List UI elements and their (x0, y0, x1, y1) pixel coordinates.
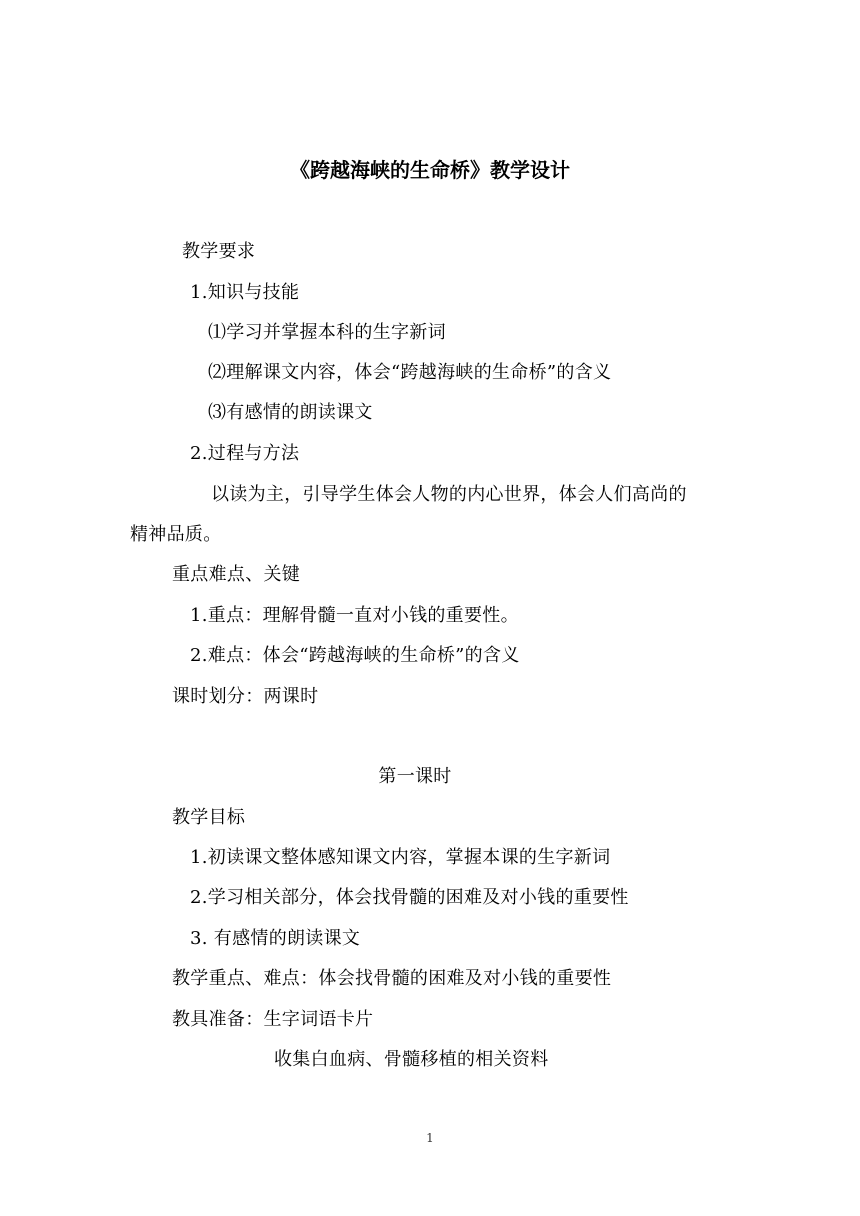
lesson-1-goal-2: 2.学习相关部分，体会找骨髓的困难及对小钱的重要性 (190, 887, 629, 908)
requirements-item-2: 2.过程与方法 (190, 443, 300, 464)
page-number: 1 (426, 1131, 434, 1145)
requirements-item-2-paragraph-line-2: 精神品质。 (130, 524, 222, 545)
requirements-heading: 教学要求 (182, 241, 256, 262)
lesson-1-goal-1: 1.初读课文整体感知课文内容，掌握本课的生字新词 (190, 847, 611, 868)
keypoints-heading: 重点难点、关键 (172, 564, 301, 585)
lesson-1-focus: 教学重点、难点：体会找骨髓的困难及对小钱的重要性 (172, 968, 612, 989)
lesson-1-tools-line-2: 收集白血病、骨髓移植的相关资料 (274, 1049, 549, 1070)
requirements-item-1-sub-1: ⑴学习并掌握本科的生字新词 (208, 322, 446, 343)
lesson-1-goal-3: 3. 有感情的朗读课文 (190, 928, 361, 949)
schedule-line: 课时划分：两课时 (172, 686, 319, 707)
lesson-1-goals-heading: 教学目标 (172, 807, 246, 828)
lesson-1-tools-line-1: 教具准备：生字词语卡片 (172, 1009, 374, 1030)
requirements-item-1: 1.知识与技能 (190, 282, 300, 303)
keypoints-item-1: 1.重点：理解骨髓一直对小钱的重要性。 (190, 605, 519, 626)
document-title: 《跨越海峡的生命桥》教学设计 (290, 158, 570, 182)
requirements-item-1-sub-2: ⑵理解课文内容，体会“跨越海峡的生命桥”的含义 (208, 362, 612, 383)
requirements-item-2-paragraph-line-1: 以读为主，引导学生体会人物的内心世界，体会人们高尚的 (211, 484, 687, 505)
requirements-item-1-sub-3: ⑶有感情的朗读课文 (208, 402, 373, 423)
lesson-1-heading: 第一课时 (378, 766, 452, 787)
keypoints-item-2: 2.难点：体会“跨越海峡的生命桥”的含义 (190, 645, 520, 666)
